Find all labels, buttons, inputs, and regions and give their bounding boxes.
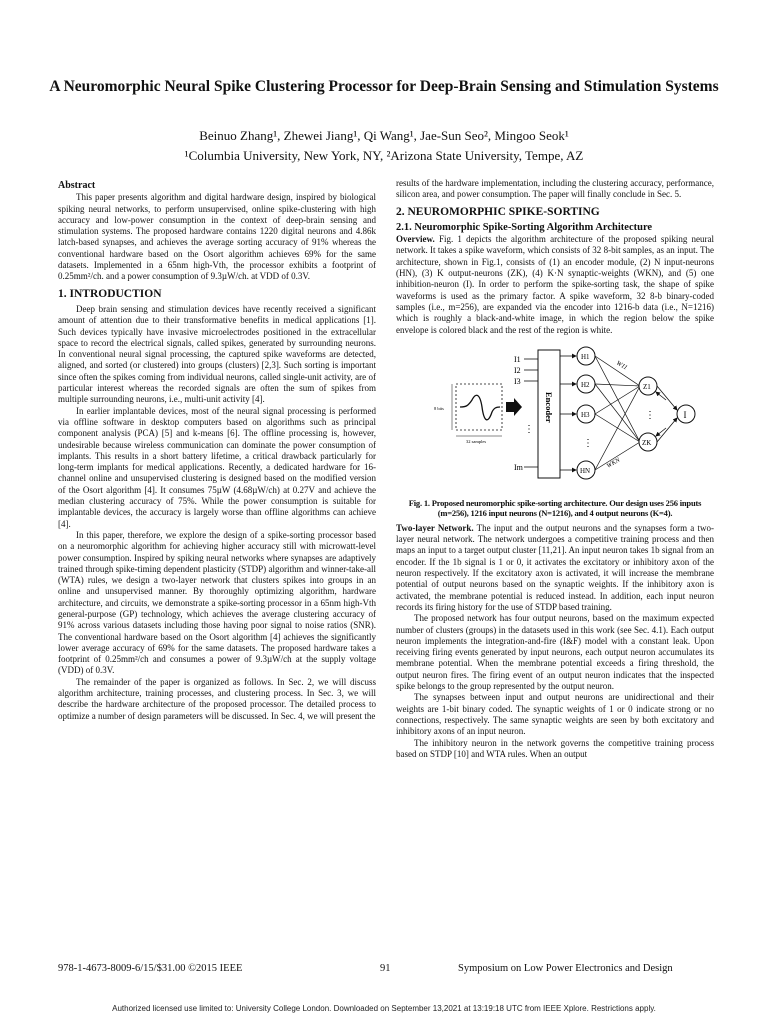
synapse-paragraph: The synapses between input and output neurons are unidirectional and their weights are 1-bit binary coded. The synaptic weights of 1 or 0 indicate strong or no connections, respectively. The same synaptic weights are seen by both excitatory and inhibitory axons of an input neuron.	[396, 692, 714, 737]
right-column	[396, 178, 714, 760]
inhibitory-paragraph: The inhibitory neuron in the network governs the competitive training process based on STDP [10] and WTA rules. When an output	[396, 737, 714, 759]
overview-text: Fig. 1 depicts the algorithm architecture of the proposed spiking neural network. It takes a spike waveform, which consists of 32 8-bit samples, as an input. The architecture, shown in Fig.1, consists of (1) an encoder module, (2) N input-neurons (HN), (3) K output-neurons (ZK), (4) K·N synaptic-weights (WKN), and (5) one inhibition-neuron (I). In order to perform the spike-sorting task, the shape of spike waveforms is used as the primary factor. A spike waveform, 32 8-b binary-coded samples (i.e., m=256), are expanded via the encoder into 1216-b data (i.e., N=1216) which is roughly a black-and-white image, in which the region below the spike envelope is colored black and the rest of the region is white.	[396, 234, 714, 335]
output-label-k: ZK	[642, 438, 652, 447]
footer-page-number: 91	[380, 963, 391, 974]
architecture-diagram	[396, 342, 714, 492]
intro-paragraph-2: In earlier implantable devices, most of the neural signal processing is performed via offline software in desktop computers based on algorithms such as principal component analysis (PCA) [5] and k-means [6]. The offline processing is, however, undesirable because wireless communication can dominate the power consumption of implants. This results in a short battery lifetime, a critical drawback particularly for long-term implants for medical applications. Recently, a dedicated hardware for 16-channel online and unsupervised clustering is designed based on the modified version of the Osort algorithm [4]. It consumes 75µW (4.68µW/ch) at 0.27V and achieve the median clustering accuracy of 75%. While the power consumption is suitable for implantable devices, the accuracy is largely worse than offline algorithms can achieve [4].	[58, 405, 376, 529]
author-affiliations: ¹Columbia University, New York, NY, ²Arizona State University, Tempe, AZ	[184, 148, 584, 163]
input-label-1: I1	[514, 354, 521, 364]
figure-1	[396, 342, 714, 492]
section21-heading: 2.1. Neuromorphic Spike-Sorting Algorithm Architecture	[396, 221, 653, 233]
encoder-label: Encoder	[544, 391, 554, 423]
w11-label: W11	[615, 359, 629, 372]
footer-venue: Symposium on Low Power Electronics and Design	[458, 963, 673, 974]
abstract-heading: Abstract	[58, 180, 96, 191]
intro-paragraph-1: Deep brain sensing and stimulation devices have recently received a significant amount of attention due to their transformative benefits in medical applications [1]. Such devices typically have invasive microelectrodes positioned in the extracellular space to record the electrical signals, called spikes, generated by surrounding neurons. In conventional neural signal processing, the captured spike waveforms are detected, aligned, and sorted (or clustered) into groups (clusters) [2,3]. Such sorting is important since often the spikes coming from individual neurons, called single-unit activity, are of particular interest whereas the recorded signals are often the sum of spikes from multiple surrounding neurons, i.e., multi-unit activity [4].	[58, 303, 376, 405]
spike-waveform	[460, 395, 500, 420]
abstract-text: This paper presents algorithm and digital hardware design, inspired by biological spiking neural networks, to perform unsupervised, online spike-clustering with high accuracy and low-power consumption in the context of deep-brain sensing and stimulation systems. The proposed hardware contains 1220 digital neurons and 4.86k latch-based synapses, and achieves the average sorting accuracy of 91% whereas the conventional hardware based on the Osort algorithm achieves 69% for the same datasets. Implemented in a 65nm high-Vth, the processor exhibits a footprint of 0.25mm²/ch. and a power consumption of 9.3µW/ch. at VDD of 0.3V.	[58, 192, 376, 282]
two-layer-paragraph	[396, 523, 714, 613]
intro-paragraph-3: In this paper, therefore, we explore the design of a spike-sorting processor based on a neuromorphic algorithm for achieving higher accuracy still with microwatt-level power consumption. Inspired by spiking neural networks where synapses are adaptively trained through spike-timing dependent plasticity (STDP) algorithm and winner-take-all (WTA) rules, we design a two-layer network that clusters spikes into groups in an online and unsupervised manner. By thoroughly optimizing algorithm, hardware architecture, and circuits, we demonstrate a spike-sorting processor in a 65nm high-Vth general-purpose (GP) technology, which achieves the average clustering accuracy of 91% across various datasets including those having poor signal to noise ratios (SNR). The conventional hardware based on the Osort algorithm [4] achieves the significantly lower average accuracy of 69% for the same datasets. The proposed hardware takes a footprint of 0.25mm²/ch and consumes a power of 9.3µW/ch at the supply voltage (VDD) of 0.3V.	[58, 529, 376, 676]
paper-title: A Neuromorphic Neural Spike Clustering Processor for Deep-Brain Sensing and Stimulation Systems	[49, 78, 719, 95]
hidden-label-1: H1	[581, 352, 590, 361]
footer-isbn: 978-1-4673-8009-6/15/$31.00 ©2015 IEEE	[58, 963, 243, 974]
hidden-label-2: H2	[581, 380, 590, 389]
wkn-label: WKN	[605, 456, 622, 470]
hidden-label-3: H3	[581, 410, 590, 419]
two-layer-lead: Two-layer Network.	[396, 522, 474, 533]
author-names: Beinuo Zhang¹, Zhewei Jiang¹, Qi Wang¹, Jae-Sun Seo², Mingoo Seok¹	[199, 128, 569, 143]
author-block	[40, 126, 728, 166]
input-dots: ⋮	[524, 423, 534, 435]
overview-paragraph	[396, 234, 714, 336]
output-neuron-paragraph: The proposed network has four output neurons, based on the maximum expected number of clusters (groups) in the datasets used in this work (see Sec. 4.1). Each output neuron implements the integration-and-fire (I&F) model with a constant leak. Upon receiving firing events generated by input neurons, each output neuron accumulates its membrane potential. When the membrane potential exceeds a firing threshold, the output neuron fires. The firing event of an output neuron indicates that the inspected spike belongs to the group represented by the output neuron.	[396, 613, 714, 692]
input-label-3: I3	[514, 376, 521, 386]
output-label-1: Z1	[643, 382, 651, 391]
inhibit-label: I	[683, 409, 687, 420]
bits-label: 8 bits	[434, 405, 444, 411]
hidden-label-n: HN	[580, 466, 591, 475]
synapse-lines	[595, 356, 640, 470]
left-column	[58, 180, 376, 722]
hidden-dots: ⋮	[583, 437, 593, 449]
overview-lead: Overview.	[396, 234, 435, 245]
intro-heading: 1. INTRODUCTION	[58, 287, 162, 300]
input-arrow	[506, 398, 522, 416]
intro-continuation: results of the hardware implementation, including the clustering accuracy, performance, silicon area, and power consumption. The paper will finally conclude in Sec. 5.	[396, 178, 714, 200]
input-label-2: I2	[514, 365, 521, 375]
samples-label: 32 samples	[466, 438, 487, 444]
two-layer-text: The input and the output neurons and the synapses form a two-layer neural network. The network undergoes a competitive training process and then maps an input to a target output cluster [11,21]. An input neuron takes 1b signal from an encoder. If the 1b signal is 1 or 0, it activates the excitatory or inhibitory axon of the neuron respectively. If the excitatory axon is activated, it will increase the membrane potential of output neurons based on the synaptic weights. If the inhibitory axon is activated, the membrane potential is reduced instead. In addition, each input neuron records its firing history for the use of STDP based training.	[396, 522, 714, 612]
figure-1-caption: Fig. 1. Proposed neuromorphic spike-sorting architecture. Our design uses 256 inputs (m=256), 1216 input neurons (N=1216), and 4 output neurons (K=4).	[408, 497, 702, 519]
license-notice: Authorized licensed use limited to: University College London. Downloaded on September 13,2021 at 13:19:18 UTC from IEEE Xplore. Restrictions apply.	[112, 1004, 656, 1013]
intro-paragraph-4: The remainder of the paper is organized as follows. In Sec. 2, we will discuss algorithm architecture, training processes, and clustering process. In Sec. 3, we will describe the hardware architecture of the proposed processor. The detailed process to optimize a number of design parameters will be discussed. In Sec. 4, we will present the	[58, 676, 376, 721]
output-dots: ⋮	[645, 409, 655, 421]
input-label-m: Im	[514, 462, 523, 472]
section2-heading: 2. NEUROMORPHIC SPIKE-SORTING	[396, 205, 600, 218]
